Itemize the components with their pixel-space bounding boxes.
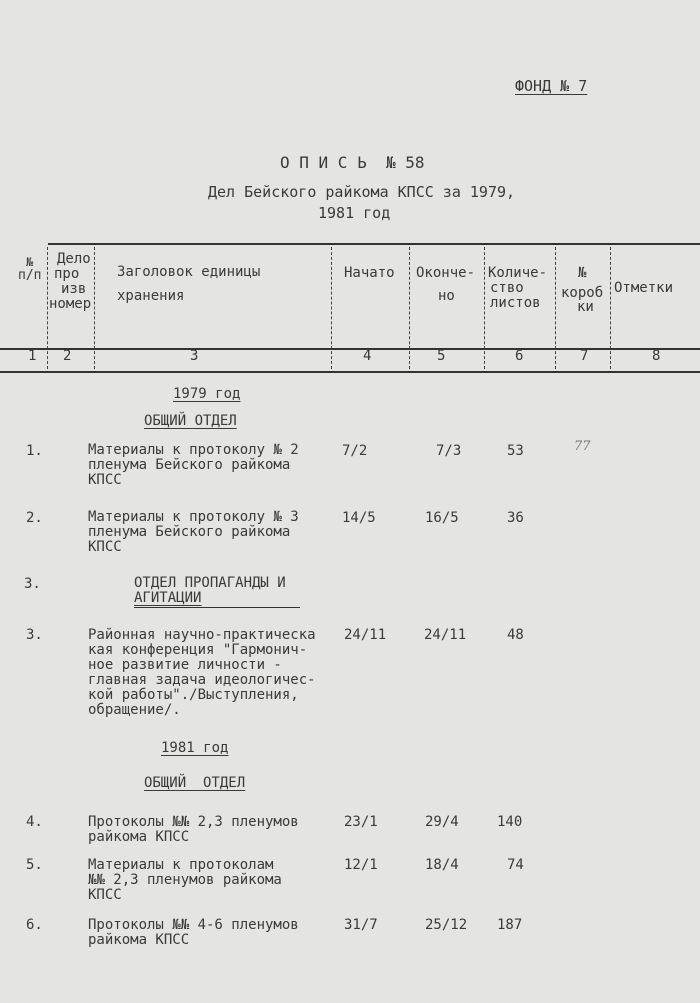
row-title-line: пленума Бейского райкома	[88, 524, 291, 540]
row-number: 4.	[26, 814, 43, 830]
row-end-date: 25/12	[425, 917, 468, 933]
table-numbers-rule	[0, 371, 700, 373]
col-number-8: 8	[652, 348, 661, 364]
row-title-line: КПСС	[88, 539, 122, 555]
col-header-sheets-2: ство	[490, 280, 524, 296]
col-header-started: Начато	[344, 265, 395, 281]
row-sheet-count: 187	[497, 917, 523, 933]
row-title-line: пленума Бейского райкома	[88, 457, 291, 473]
col-header-num-sign: №	[26, 255, 34, 269]
row-sheet-count: 36	[507, 510, 524, 526]
col-number-3: 3	[190, 348, 199, 364]
section-general-dept-1: ОБЩИЙ ОТДЕЛ	[144, 413, 237, 429]
col-divider-4	[409, 247, 410, 369]
section-year-1981: 1981 год	[161, 740, 229, 756]
row-title-line: обращение/.	[88, 702, 181, 718]
col-number-6: 6	[515, 348, 524, 364]
col-divider-3	[331, 247, 332, 369]
row-title-line: Материалы к протоколу № 2	[88, 442, 299, 458]
col-divider-2	[94, 247, 95, 369]
col-header-ended-2: но	[438, 288, 455, 304]
row-title-line: Районная научно-практическа	[88, 627, 316, 643]
row-title-line: райкома КПСС	[88, 932, 190, 948]
row-title-line: КПСС	[88, 887, 122, 903]
row-title-line: Протоколы №№ 4-6 пленумов	[88, 917, 299, 933]
col-header-num-pp: п/п	[18, 268, 42, 283]
row-title-line: райкома КПСС	[88, 829, 190, 845]
col-header-sheets-1: Количе-	[488, 265, 548, 281]
col-header-ended-1: Оконче-	[416, 265, 476, 281]
col-header-case-2: про	[54, 266, 80, 282]
col-header-notes: Отметки	[614, 280, 674, 296]
row-number: 1.	[26, 443, 43, 459]
row-sheet-count: 140	[497, 814, 523, 830]
row-title-line: кой работы"./Выступления,	[88, 687, 299, 703]
col-divider-5	[484, 247, 485, 369]
col-number-1: 1	[28, 348, 37, 364]
row-title-line: КПСС	[88, 472, 122, 488]
row-number: 3.	[26, 627, 43, 643]
col-number-7: 7	[580, 348, 589, 364]
row-title-line: Материалы к протоколу № 3	[88, 509, 299, 525]
section-propaganda-title-1: ОТДЕЛ ПРОПАГАНДЫ И	[134, 575, 286, 591]
row-start-date: 24/11	[344, 627, 387, 643]
row-start-date: 12/1	[344, 857, 378, 873]
row-end-date: 24/11	[424, 627, 467, 643]
row-box-number: 77	[574, 439, 591, 454]
section-propaganda-number: 3.	[24, 576, 41, 592]
row-title-line: №№ 2,3 пленумов райкома	[88, 872, 282, 888]
row-start-date: 7/2	[342, 443, 368, 459]
col-header-case-1: Дело	[57, 251, 91, 267]
row-start-date: 31/7	[344, 917, 378, 933]
row-start-date: 14/5	[342, 510, 376, 526]
fond-number: ФОНД № 7	[515, 77, 588, 95]
col-header-sheets-3: листов	[490, 295, 541, 311]
col-header-box-1: №	[578, 265, 587, 281]
row-number: 5.	[26, 857, 43, 873]
row-sheet-count: 48	[507, 627, 524, 643]
inventory-subtitle-line2: 1981 год	[318, 204, 391, 222]
col-number-5: 5	[437, 348, 446, 364]
col-header-case-3: изв	[61, 281, 87, 297]
col-header-case-4: номер	[49, 296, 92, 312]
col-header-box-3: ки	[577, 299, 594, 315]
row-end-date: 18/4	[425, 857, 459, 873]
row-end-date: 16/5	[425, 510, 459, 526]
row-number: 6.	[26, 917, 43, 933]
col-number-2: 2	[63, 348, 72, 364]
table-header-rule	[0, 348, 700, 350]
col-divider-1	[47, 247, 48, 369]
row-number: 2.	[26, 510, 43, 526]
inventory-subtitle-line1: Дел Бейского райкома КПСС за 1979,	[208, 183, 516, 201]
row-title-line: кая конференция "Гармонич-	[88, 642, 308, 658]
row-end-date: 7/3	[436, 443, 462, 459]
row-title-line: ное развитие личности -	[88, 657, 282, 673]
col-header-title-2: хранения	[117, 288, 185, 304]
col-divider-6	[555, 247, 556, 369]
row-title-line: Материалы к протоколам	[88, 857, 274, 873]
row-title-line: главная задача идеологичес-	[88, 672, 316, 688]
col-number-4: 4	[363, 348, 372, 364]
row-sheet-count: 74	[507, 857, 524, 873]
section-propaganda-underline	[134, 607, 300, 608]
inventory-title: О П И С Ь № 58	[280, 153, 425, 172]
col-header-title-1: Заголовок единицы	[117, 264, 261, 280]
col-header-box-2: короб	[561, 285, 604, 301]
section-general-dept-2: ОБЩИЙ ОТДЕЛ	[144, 775, 246, 791]
table-top-rule	[48, 243, 700, 245]
row-sheet-count: 53	[507, 443, 524, 459]
row-title-line: Протоколы №№ 2,3 пленумов	[88, 814, 299, 830]
section-year-1979: 1979 год	[173, 386, 241, 402]
row-end-date: 29/4	[425, 814, 459, 830]
row-start-date: 23/1	[344, 814, 378, 830]
col-divider-7	[610, 247, 611, 369]
section-propaganda-title-2: АГИТАЦИИ	[134, 590, 202, 606]
